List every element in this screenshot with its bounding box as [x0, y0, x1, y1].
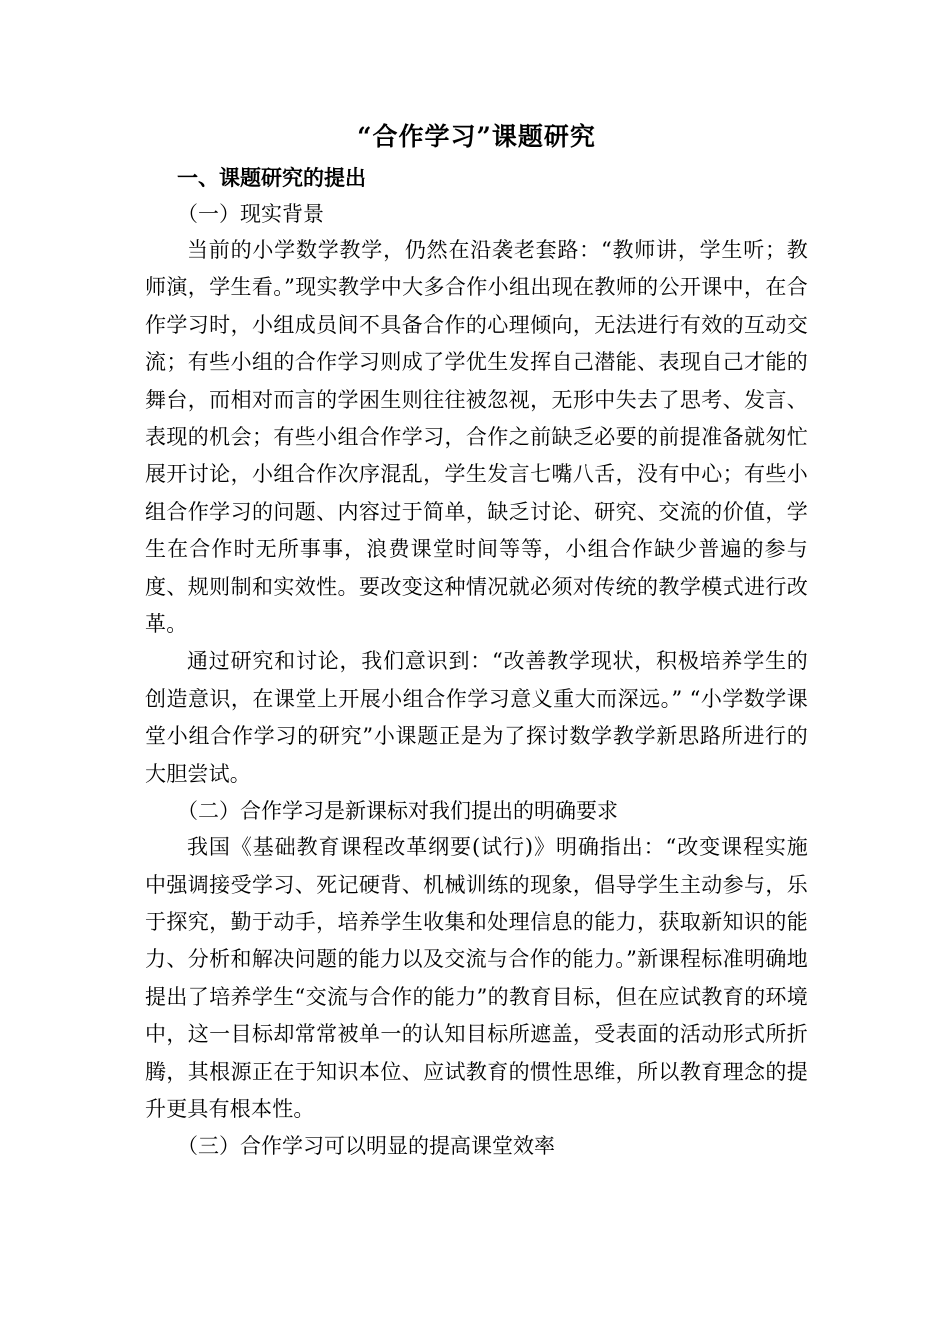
- subsection-heading-2: （二）合作学习是新课标对我们提出的明确要求: [177, 799, 618, 824]
- section-heading-1: 一、课题研究的提出: [177, 165, 366, 190]
- subsection-heading-1: （一）现实背景: [177, 202, 324, 226]
- subsection-heading-3: （三）合作学习可以明显的提高课堂效率: [177, 1134, 555, 1159]
- paragraph-2: 通过研究和讨论，我们意识到：“改善教学现状，积极培养学生的创造意识，在课堂上开展小组合作学习意义重大而深远。” “小学数学课堂小组合作学习的研究”小课题正是为了探讨数学教学新思路所进行的大胆尝试。: [145, 649, 808, 786]
- paragraph-3: 我国《基础教育课程改革纲要(试行)》明确指出：“改变课程实施中强调接受学习、死记硬背、机械训练的现象，倡导学生主动参与，乐于探究，勤于动手，培养学生收集和处理信息的能力，获取新知识的能力、分析和解决问题的能力以及交流与合作的能力。”新课程标准明确地提出了培养学生“交流与合作的能力”的教育目标，但在应试教育的环境中，这一目标却常常被单一的认知目标所遮盖，受表面的活动形式所折腾，其根源正在于知识本位、应试教育的惯性思维，所以教育理念的提升更具有根本性。: [145, 835, 808, 1121]
- document-title: “合作学习”课题研究: [357, 122, 596, 151]
- paragraph-1: 当前的小学数学教学，仍然在沿袭老套路：“教师讲，学生听；教师演，学生看。”现实教学中大多合作小组出现在教师的公开课中，在合作学习时，小组成员间不具备合作的心理倾向，无法进行有效的互动交流；有些小组的合作学习则成了学优生发挥自己潜能、表现自己才能的舞台，而相对而言的学困生则往往被忽视，无形中失去了思考、发言、表现的机会；有些小组合作学习，合作之前缺乏必要的前提准备就匆忙展开讨论，小组合作次序混乱，学生发言七嘴八舌，没有中心；有些小组合作学习的问题、内容过于简单，缺乏讨论、研究、交流的价值，学生在合作时无所事事，浪费课堂时间等等，小组合作缺少普遍的参与度、规则制和实效性。要改变这种情况就必须对传统的教学模式进行改革。: [145, 238, 808, 637]
